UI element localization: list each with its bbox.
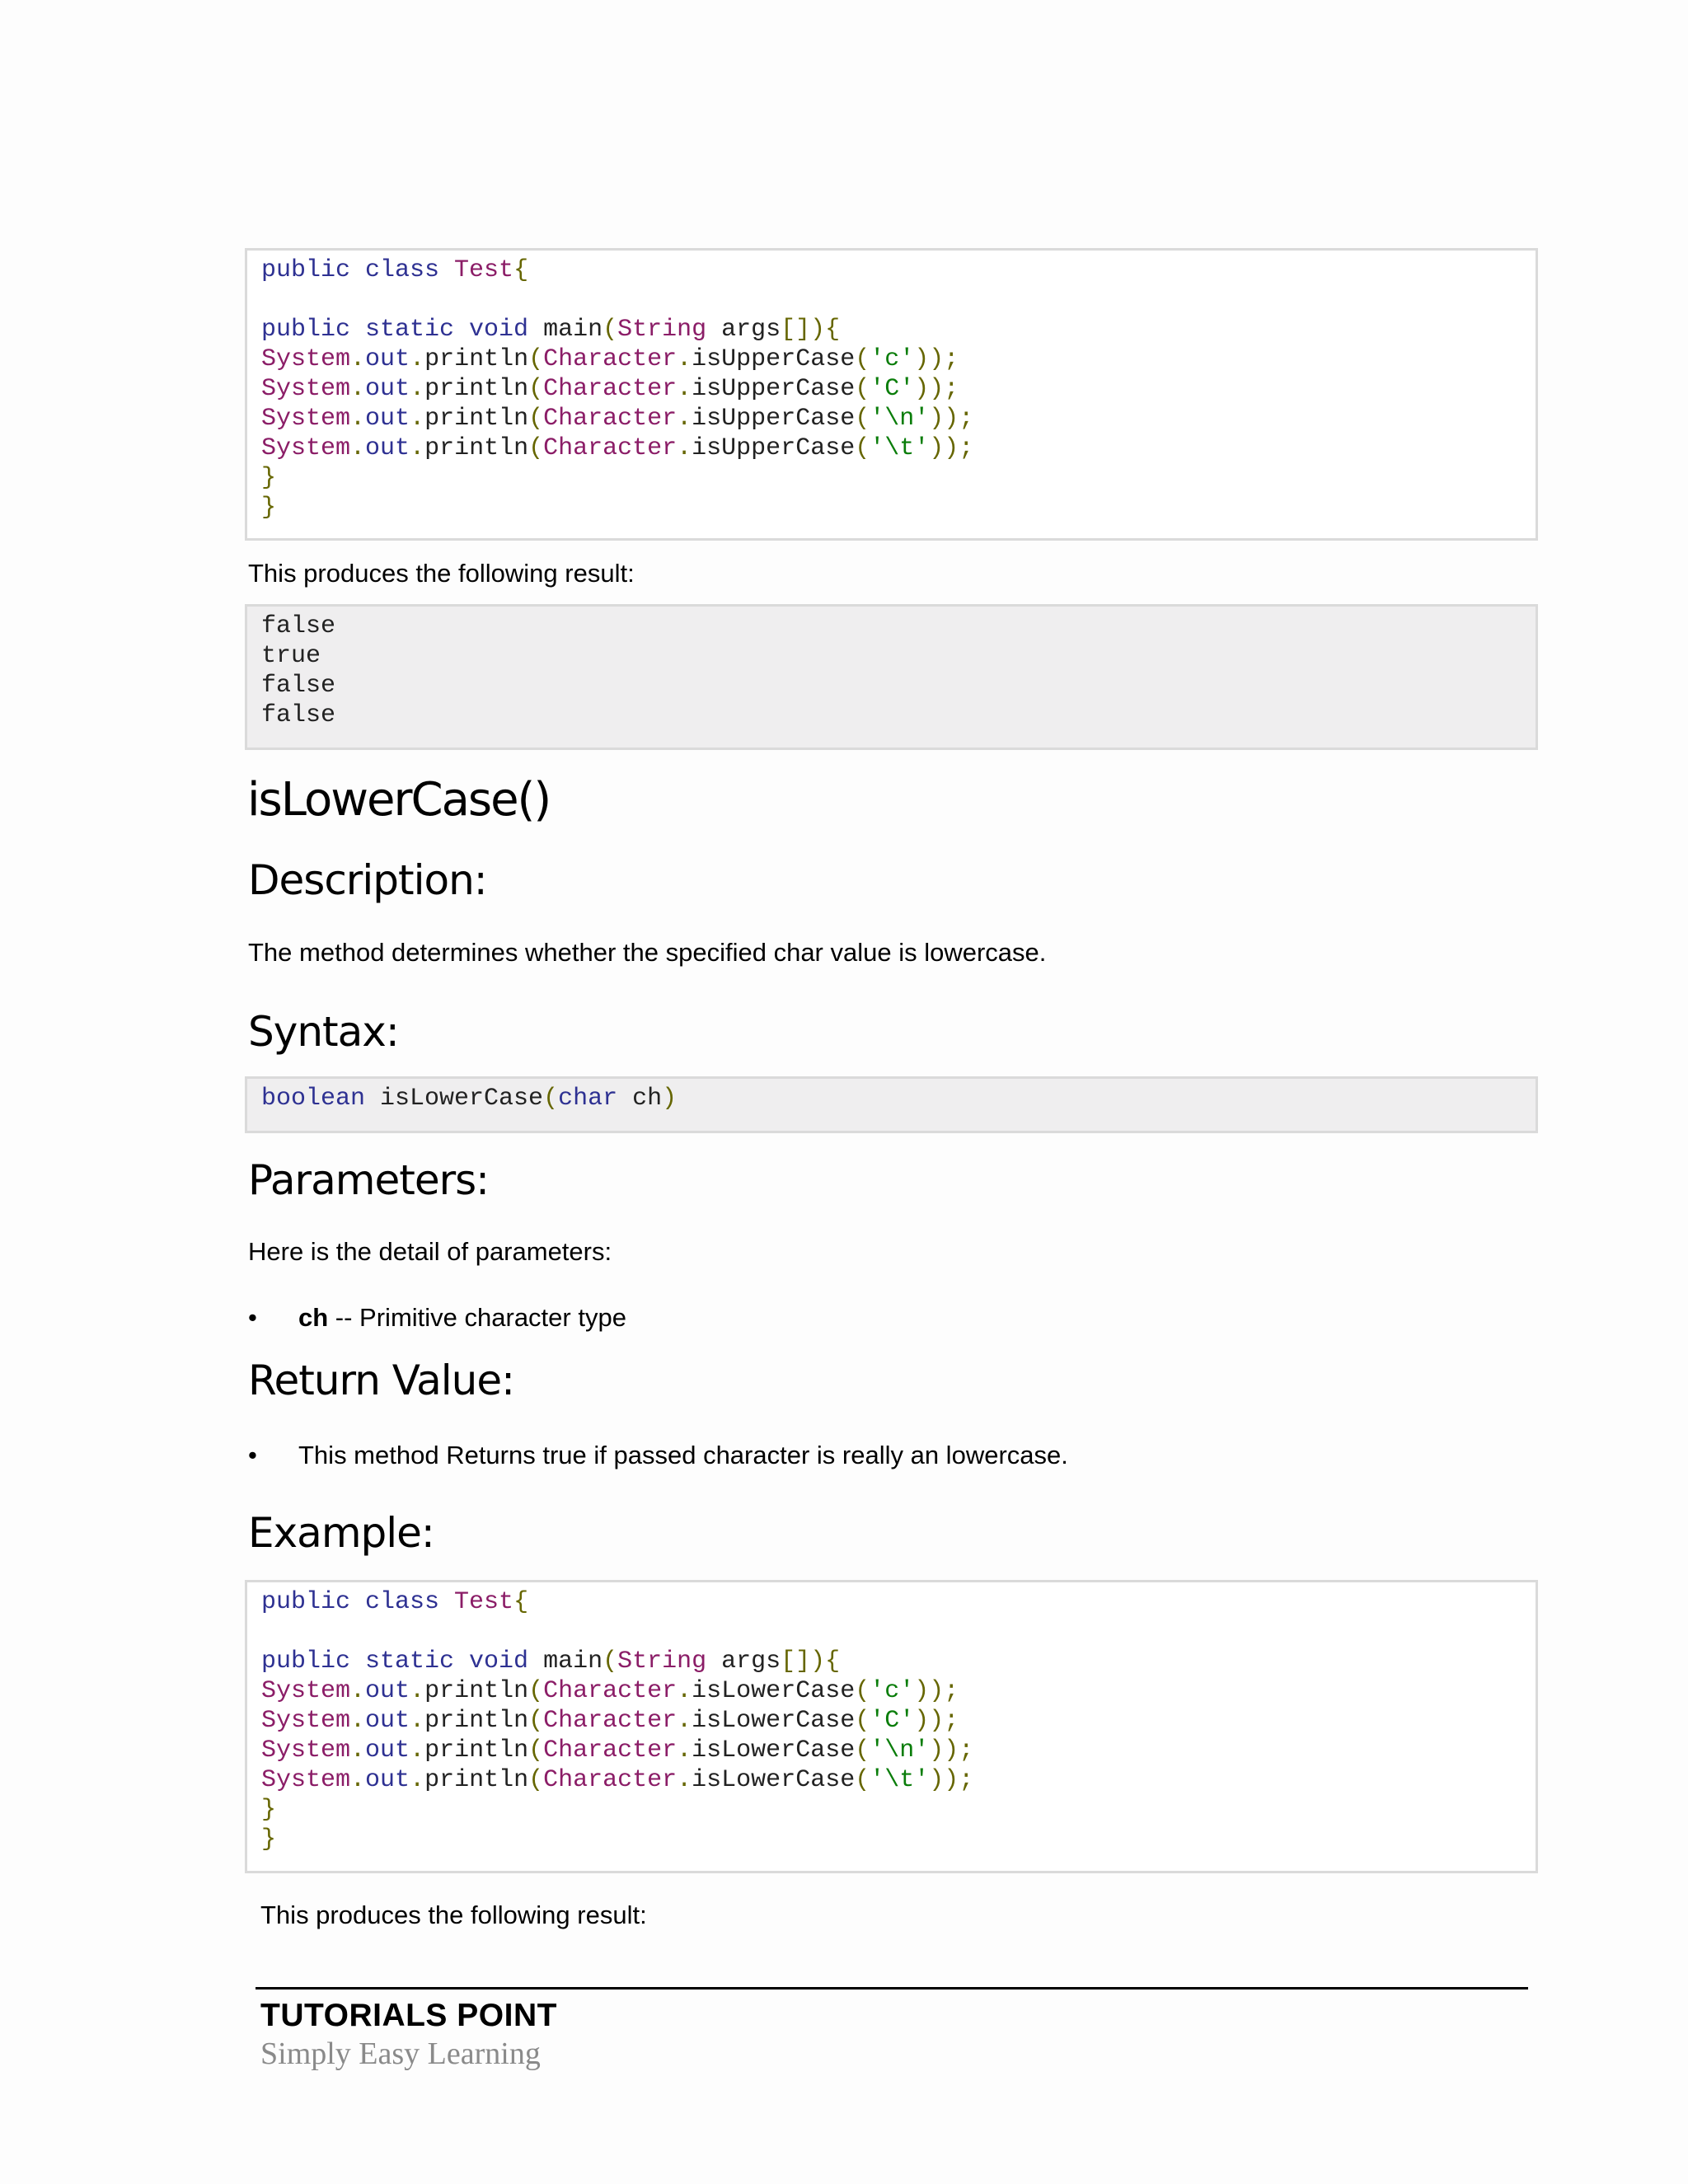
code-token: true: [261, 642, 321, 670]
code-token: (: [855, 375, 870, 403]
code-token: System: [261, 1677, 351, 1705]
code-token: out: [365, 345, 410, 373]
code-token: (: [855, 405, 870, 433]
code-token: isLowerCase: [380, 1085, 544, 1113]
code-token: Character: [543, 345, 678, 373]
code-token: isUpperCase: [692, 345, 856, 373]
code-token: out: [365, 1736, 410, 1765]
code-token: Character: [543, 1707, 678, 1735]
code-token: (: [603, 1647, 618, 1675]
result-intro-text: This produces the following result:: [260, 1900, 647, 1929]
code-line: [261, 374, 1536, 404]
footer-divider: [256, 1987, 1528, 1990]
code-token: Test: [454, 256, 514, 284]
code-token: false: [261, 672, 336, 700]
code-token: isLowerCase: [692, 1766, 856, 1794]
code-token: println: [424, 405, 529, 433]
code-line: [261, 1676, 1536, 1706]
code-token: args: [706, 1647, 781, 1675]
code-line: [261, 612, 1536, 641]
code-token: (: [528, 1766, 544, 1794]
example-heading: Example:: [248, 1509, 434, 1557]
footer-brand-title: TUTORIALS POINT: [260, 1998, 557, 2033]
code-token: Test: [454, 1588, 514, 1616]
code-token: main: [543, 1647, 603, 1675]
code-token: (: [528, 1736, 544, 1765]
code-line: [261, 493, 1536, 523]
code-token: .: [410, 345, 425, 373]
code-token: out: [365, 1766, 410, 1794]
code-token: }: [261, 1796, 277, 1824]
code-token: ));: [914, 375, 959, 403]
code-line: [261, 285, 1536, 315]
code-line: [261, 255, 1536, 285]
code-token: false: [261, 612, 336, 640]
code-token: isLowerCase: [692, 1736, 856, 1765]
method-heading: isLowerCase(): [247, 773, 551, 827]
code-token: println: [424, 1677, 529, 1705]
code-token: .: [350, 1707, 366, 1735]
code-token: .: [410, 434, 425, 462]
code-token: System: [261, 375, 351, 403]
code-token: 'c': [870, 1677, 915, 1705]
code-token: System: [261, 1766, 351, 1794]
code-token: (: [528, 375, 544, 403]
code-token: {: [513, 256, 529, 284]
return-value-heading: Return Value:: [248, 1357, 514, 1404]
footer-brand-subtitle: Simply Easy Learning: [260, 2036, 541, 2071]
bullet-icon: •: [248, 1441, 257, 1469]
syntax-code-block: [245, 1076, 1538, 1133]
code-token: .: [410, 1677, 425, 1705]
parameter-name: ch: [298, 1303, 329, 1332]
code-token: (: [855, 1736, 870, 1765]
code-block-isuppercase-example: [245, 248, 1538, 541]
code-token: ));: [929, 1766, 974, 1794]
code-token: (: [855, 1677, 870, 1705]
code-token: .: [410, 405, 425, 433]
parameters-intro-text: Here is the detail of parameters:: [248, 1237, 612, 1266]
code-token: args: [706, 316, 781, 344]
code-line: [261, 641, 1536, 671]
code-token: isUpperCase: [692, 434, 856, 462]
syntax-heading: Syntax:: [248, 1008, 399, 1056]
code-token: main: [543, 316, 603, 344]
code-token: .: [410, 1736, 425, 1765]
code-token: ch: [617, 1085, 663, 1113]
parameter-description: -- Primitive character type: [328, 1303, 626, 1332]
code-token: .: [677, 345, 692, 373]
code-token: }: [261, 464, 277, 492]
code-line: [261, 1765, 1536, 1795]
code-line: [261, 1647, 1536, 1676]
code-token: false: [261, 701, 336, 729]
code-token: (: [528, 405, 544, 433]
code-token: []){: [781, 1647, 841, 1675]
code-token: Character: [543, 375, 678, 403]
code-token: 'C': [870, 1707, 915, 1735]
code-token: println: [424, 375, 529, 403]
code-token: .: [350, 1766, 366, 1794]
code-line: [261, 1706, 1536, 1736]
code-token: ): [662, 1085, 678, 1113]
code-token: (: [855, 434, 870, 462]
code-token: .: [410, 1707, 425, 1735]
code-line: [261, 1795, 1536, 1825]
code-token: public static void: [261, 1647, 544, 1675]
code-token: '\t': [870, 1766, 930, 1794]
code-token: println: [424, 1707, 529, 1735]
return-value-text: This method Returns true if passed character is really an lowercase.: [298, 1441, 1068, 1469]
code-token: Character: [543, 1677, 678, 1705]
code-token: .: [350, 345, 366, 373]
code-line: [261, 1736, 1536, 1765]
code-token: System: [261, 405, 351, 433]
code-token: out: [365, 434, 410, 462]
code-token: String: [617, 316, 707, 344]
code-token: .: [677, 405, 692, 433]
code-line: [261, 1617, 1536, 1647]
code-token: .: [350, 405, 366, 433]
code-token: .: [677, 1766, 692, 1794]
code-token: Character: [543, 405, 678, 433]
code-token: .: [677, 434, 692, 462]
code-token: (: [603, 316, 618, 344]
code-token: public class: [261, 256, 455, 284]
result-intro-text: This produces the following result:: [248, 559, 635, 588]
description-heading: Description:: [248, 856, 487, 904]
code-token: Character: [543, 1766, 678, 1794]
code-token: .: [350, 434, 366, 462]
code-token: (: [543, 1085, 559, 1113]
code-token: isUpperCase: [692, 375, 856, 403]
code-token: }: [261, 1825, 277, 1854]
parameter-item-text: [298, 1303, 626, 1333]
code-token: .: [410, 1766, 425, 1794]
code-token: System: [261, 434, 351, 462]
code-token: .: [410, 375, 425, 403]
code-token: .: [677, 1736, 692, 1765]
code-line: [261, 701, 1536, 730]
code-line: [261, 671, 1536, 701]
code-token: '\t': [870, 434, 930, 462]
code-token: println: [424, 1736, 529, 1765]
code-token: ));: [929, 434, 974, 462]
code-line: [261, 434, 1536, 463]
code-token: isUpperCase: [692, 405, 856, 433]
code-token: println: [424, 345, 529, 373]
code-token: ));: [929, 1736, 974, 1765]
bullet-icon: •: [248, 1303, 257, 1332]
code-token: (: [855, 1766, 870, 1794]
code-block-islowercase-example: [245, 1580, 1538, 1873]
code-token: public class: [261, 1588, 455, 1616]
description-text: The method determines whether the specified char value is lowercase.: [248, 938, 1047, 967]
code-line: [261, 315, 1536, 344]
code-token: '\n': [870, 1736, 930, 1765]
code-line: [261, 1825, 1536, 1854]
code-token: .: [677, 1707, 692, 1735]
code-token: .: [677, 1677, 692, 1705]
output-block-isuppercase: [245, 604, 1538, 750]
code-token: char: [558, 1085, 618, 1113]
code-token: .: [677, 375, 692, 403]
code-token: Character: [543, 1736, 678, 1765]
code-token: System: [261, 345, 351, 373]
code-token: out: [365, 405, 410, 433]
code-token: boolean: [261, 1085, 381, 1113]
code-token: ));: [914, 1707, 959, 1735]
code-token: .: [350, 1736, 366, 1765]
code-token: }: [261, 494, 277, 522]
code-token: (: [528, 345, 544, 373]
code-token: {: [513, 1588, 529, 1616]
code-token: 'c': [870, 345, 915, 373]
code-token: println: [424, 1766, 529, 1794]
code-token: ));: [929, 405, 974, 433]
code-token: out: [365, 1677, 410, 1705]
code-line: [261, 344, 1536, 374]
code-line: [261, 1587, 1536, 1617]
code-token: .: [350, 375, 366, 403]
code-token: ));: [914, 345, 959, 373]
code-token: public static void: [261, 316, 544, 344]
code-token: ));: [914, 1677, 959, 1705]
code-line: [261, 463, 1536, 493]
code-token: (: [528, 1677, 544, 1705]
code-token: (: [528, 1707, 544, 1735]
code-token: Character: [543, 434, 678, 462]
code-token: .: [350, 1677, 366, 1705]
code-token: (: [855, 1707, 870, 1735]
code-token: '\n': [870, 405, 930, 433]
code-token: System: [261, 1707, 351, 1735]
parameters-heading: Parameters:: [248, 1156, 490, 1204]
code-token: (: [528, 434, 544, 462]
code-token: isLowerCase: [692, 1707, 856, 1735]
code-token: []){: [781, 316, 841, 344]
code-token: System: [261, 1736, 351, 1765]
code-line: [261, 404, 1536, 434]
code-token: out: [365, 375, 410, 403]
code-token: isLowerCase: [692, 1677, 856, 1705]
code-line: [261, 1084, 1536, 1113]
code-token: (: [855, 345, 870, 373]
code-token: String: [617, 1647, 707, 1675]
code-token: out: [365, 1707, 410, 1735]
code-token: println: [424, 434, 529, 462]
code-token: 'C': [870, 375, 915, 403]
